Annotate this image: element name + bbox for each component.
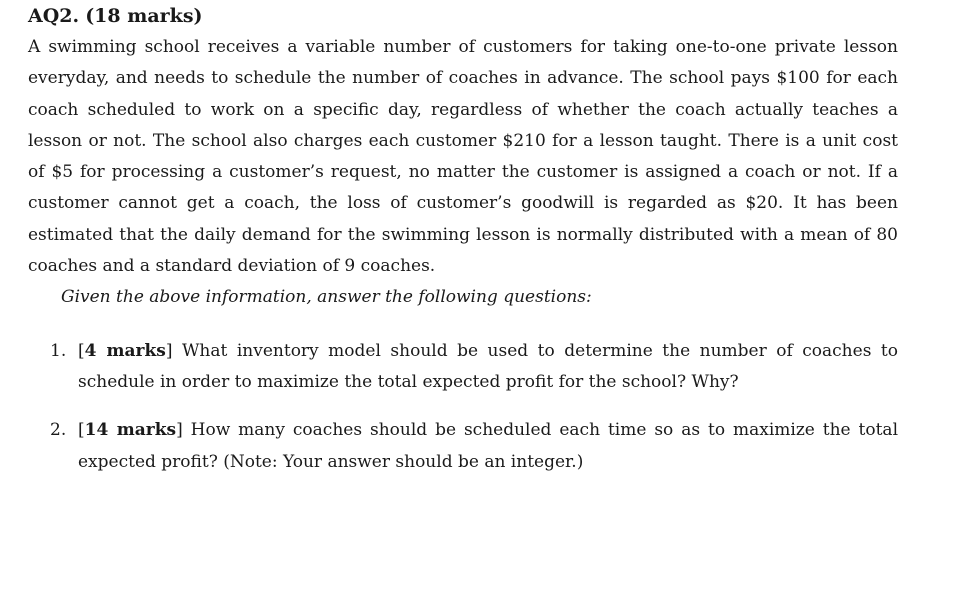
question-number: 2. xyxy=(50,420,67,441)
problem-statement: A swimming school receives a variable number of customers for taking one-to-one private lesson everyday, and needs to schedule the number of coaches in advance. The school pays $100 for each coach scheduled to work on a specific day, regardless of whether the coach actually teaches a lesson or not. The school also charges each customer $210 for a lesson taught. There is a unit cost of $5 for processing a customer’s request, no matter the customer is assigned a coach or not. If a customer cannot get a coach, the loss of customer’s goodwill is regarded as $20. It has been estimated that the daily demand for the swimming lesson is normally distributed with a mean of 80 coaches and a standard deviation of 9 coaches. xyxy=(28,37,898,277)
question-text: What inventory model should be used to determine the number of coaches to schedule in order to maximize the total expected profit for the school? Why? xyxy=(78,340,898,392)
bracket-open: [ xyxy=(78,420,85,441)
question-document xyxy=(28,4,898,495)
question-heading xyxy=(28,4,898,28)
question-marks: (18 marks) xyxy=(85,5,203,27)
question-marks-badge: 4 marks xyxy=(84,340,166,361)
question-number: 1. xyxy=(50,340,67,361)
question-list xyxy=(28,336,898,478)
bracket-open: [ xyxy=(78,340,85,361)
question-item-1 xyxy=(28,336,898,399)
question-label: AQ2. xyxy=(28,5,80,27)
question-item-2 xyxy=(28,415,898,478)
bracket-close: ] xyxy=(165,340,173,361)
question-text: How many coaches should be scheduled each time so as to maximize the total expected profit? (Note: Your answer should be an integer.) xyxy=(78,420,899,472)
question-marks-badge: 14 marks xyxy=(84,420,177,441)
bracket-close: ] xyxy=(176,420,183,441)
instruction-text: Given the above information, answer the following questions: xyxy=(61,287,592,308)
